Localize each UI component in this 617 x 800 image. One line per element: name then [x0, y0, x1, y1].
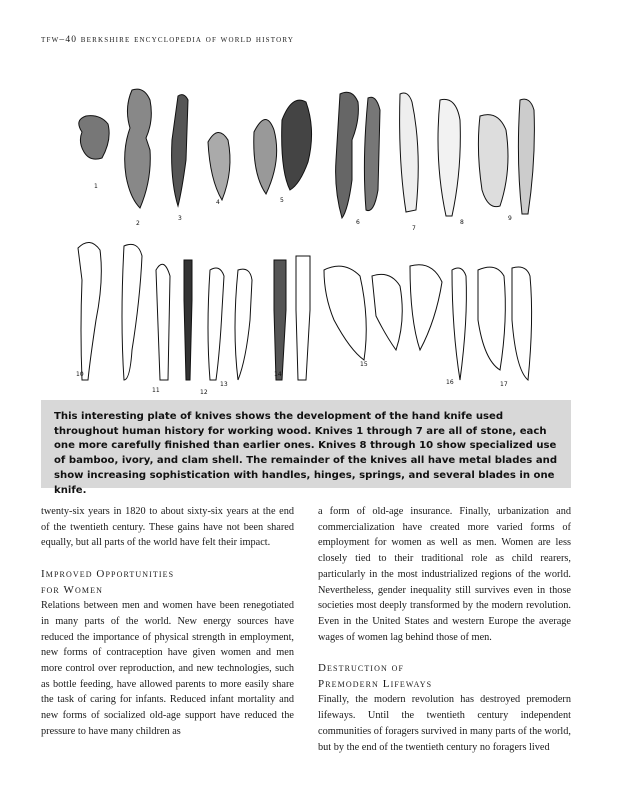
knife-20-folding [324, 266, 366, 360]
knife-10-shell [478, 115, 508, 207]
figure-caption: This interesting plate of knives shows the development of the hand knife used throughout human history for working wood. Knives 1 through 7 are all of stone, each one more carefully finished than earlier ones. Knives 8 through 10 show specialized use of bamboo, ivory, and clam shell. The remainder of the knives all have metal blades and show increasing sophistication with handles, hinges, springs, and several blades in one knife. [54, 411, 558, 496]
right-paragraph-1: a form of old-age insurance. Finally, urbanization and commercialization have created more varied forms of employment for women as well as men. Women are less closely tied to their traditional role as child rearers, particularly in the most industrialized regions of the world. Nevertheless, gender inequality still survives even in those societies most deeply transformed by the modern revolution. Even in the United States and western Europe the average wages of women lag behind those of men. [318, 506, 571, 643]
label-9: 9 [508, 215, 512, 222]
knife-12-metal [78, 242, 101, 380]
knife-9-ivory [438, 99, 460, 216]
label-5: 5 [280, 197, 284, 204]
label-11: 11 [152, 387, 160, 394]
label-16: 16 [446, 379, 454, 386]
knife-7-stone [336, 92, 359, 218]
right-paragraph-2: Finally, the modern revolution has destroyed premodern lifeways. Until the twentieth century independent communities of foragers survived in many parts of the world, but by the end of the twentieth century no foragers lived [318, 694, 571, 753]
left-column [41, 504, 294, 740]
label-12: 12 [200, 389, 208, 396]
knife-24-multi [478, 267, 505, 370]
knife-11-shell [518, 99, 534, 214]
section-heading-destruction-line1: Destruction of [318, 662, 405, 675]
knife-17-metal [235, 269, 252, 380]
label-17: 17 [500, 381, 508, 388]
knife-15-metal [184, 260, 192, 380]
label-14: 14 [274, 371, 282, 378]
knife-16-metal [208, 268, 224, 380]
label-6: 6 [356, 219, 360, 226]
label-2: 2 [136, 220, 140, 227]
knives-illustration [60, 80, 550, 400]
knife-21-folding [372, 274, 402, 350]
left-paragraph-1: twenty-six years in 1820 to about sixty-six years at the end of the twentieth century. These gains have not been shared equally, but all parts of the world have felt their impact. [41, 506, 294, 549]
knife-6-stone [282, 100, 312, 190]
knife-2-stone [125, 89, 152, 208]
knife-1-stone [79, 116, 109, 159]
section-heading-women-line1: Improved Opportunities [41, 567, 175, 580]
label-7: 7 [412, 225, 416, 232]
knife-25-multi [512, 267, 532, 380]
knife-18-metal [274, 260, 286, 380]
label-13: 13 [220, 381, 228, 388]
label-3: 3 [178, 215, 182, 222]
knife-7b-stone [364, 97, 380, 210]
right-column [318, 504, 571, 755]
knife-5-stone [254, 119, 277, 194]
label-10: 10 [76, 371, 84, 378]
knife-4-stone [208, 132, 230, 200]
label-4: 4 [216, 199, 220, 206]
label-1: 1 [94, 183, 98, 190]
knife-19-metal [296, 256, 310, 380]
running-head: tfw–40 berkshire encyclopedia of world history [41, 35, 295, 45]
left-paragraph-2: Relations between men and women have been renegotiated in many parts of the world. New energy sources have reduced the importance of physical strength in employment, new forms of contraception have given women and men more control over reproduction, and new technologies, such as bottle feeding, have allowed parents to more easily share the task of caring for infants. Reduced infant mortality and new forms of socialized old-age support have reduced the pressure to have many children as [41, 600, 294, 737]
label-8: 8 [460, 219, 464, 226]
section-heading-destruction-line2: Premodern Lifeways [318, 677, 433, 690]
knife-13-metal [122, 244, 142, 380]
section-heading-women-line2: for Women [41, 583, 103, 596]
knife-3-stone [172, 95, 188, 206]
knife-8-bamboo [400, 93, 419, 212]
label-15: 15 [360, 361, 368, 368]
knife-14-metal [156, 264, 170, 380]
knife-22-folding [410, 265, 442, 350]
knife-23-folding [452, 268, 466, 380]
